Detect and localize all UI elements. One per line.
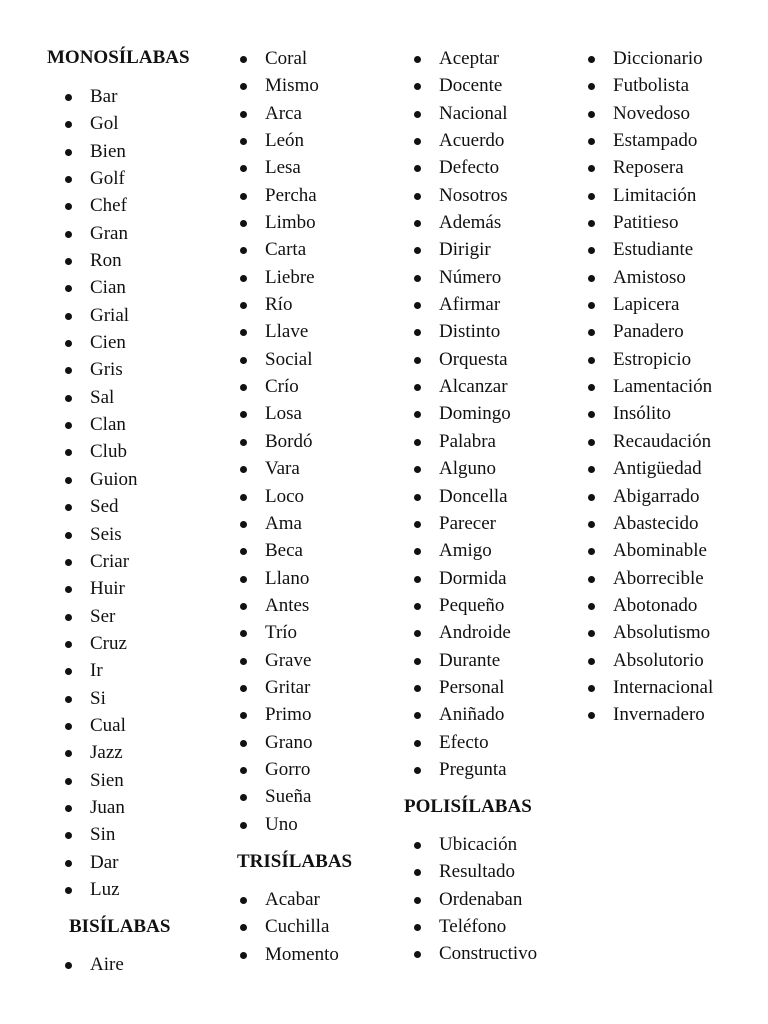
list-item: Androide	[411, 619, 511, 646]
heading-polisilabas: POLISÍLABAS	[404, 796, 532, 817]
list-item: Ama	[237, 510, 319, 537]
list-item: Huir	[62, 575, 138, 602]
list-item: Gorro	[237, 756, 319, 783]
list-item: Bien	[62, 138, 138, 165]
list-item: Diccionario	[585, 45, 713, 72]
list-bisilabas	[62, 951, 124, 978]
list-item: Sin	[62, 821, 138, 848]
heading-bisilabas: BISÍLABAS	[69, 916, 171, 937]
list-item: Cruz	[62, 630, 138, 657]
list-item: Sueña	[237, 783, 319, 810]
list-item: Absolutorio	[585, 647, 713, 674]
list-item: Losa	[237, 400, 319, 427]
list-item: Juan	[62, 794, 138, 821]
list-item: Clan	[62, 411, 138, 438]
list-item: Pequeño	[411, 592, 511, 619]
list-item: Carta	[237, 236, 319, 263]
list-item: Aborrecible	[585, 565, 713, 592]
list-item: Cian	[62, 274, 138, 301]
list-item: Nacional	[411, 100, 511, 127]
list-item: Llano	[237, 565, 319, 592]
list-item: Liebre	[237, 264, 319, 291]
list-item: Ir	[62, 657, 138, 684]
list-item: Parecer	[411, 510, 511, 537]
list-item: Criar	[62, 548, 138, 575]
list-item: Reposera	[585, 154, 713, 181]
list-item: Luz	[62, 876, 138, 903]
list-item: Grano	[237, 729, 319, 756]
list-bisilabas-cont	[237, 45, 319, 838]
list-polisilabas-cont	[585, 45, 713, 729]
list-item: Dar	[62, 849, 138, 876]
list-item: Palabra	[411, 428, 511, 455]
list-item: Uno	[237, 811, 319, 838]
list-item: Aniñado	[411, 701, 511, 728]
list-item: Lamentación	[585, 373, 713, 400]
list-item: Abominable	[585, 537, 713, 564]
list-item: Acabar	[237, 886, 339, 913]
list-item: León	[237, 127, 319, 154]
list-item: Coral	[237, 45, 319, 72]
list-item: Gran	[62, 220, 138, 247]
list-item: Lesa	[237, 154, 319, 181]
heading-monosilabas: MONOSÍLABAS	[47, 47, 190, 68]
list-item: Sed	[62, 493, 138, 520]
list-item: Seis	[62, 521, 138, 548]
list-item: Percha	[237, 182, 319, 209]
list-item: Ser	[62, 603, 138, 630]
heading-trisilabas: TRISÍLABAS	[237, 851, 353, 872]
list-item: Efecto	[411, 729, 511, 756]
list-item: Además	[411, 209, 511, 236]
list-item: Abotonado	[585, 592, 713, 619]
list-item: Golf	[62, 165, 138, 192]
list-item: Personal	[411, 674, 511, 701]
list-item: Grave	[237, 647, 319, 674]
list-item: Orquesta	[411, 346, 511, 373]
list-item: Nosotros	[411, 182, 511, 209]
list-item: Bar	[62, 83, 138, 110]
list-item: Abigarrado	[585, 483, 713, 510]
list-item: Si	[62, 685, 138, 712]
list-item: Beca	[237, 537, 319, 564]
list-item: Sal	[62, 384, 138, 411]
list-monosilabas	[62, 83, 138, 903]
list-item: Panadero	[585, 318, 713, 345]
list-item: Gris	[62, 356, 138, 383]
list-item: Cien	[62, 329, 138, 356]
list-item: Domingo	[411, 400, 511, 427]
list-item: Social	[237, 346, 319, 373]
list-item: Gol	[62, 110, 138, 137]
list-item: Doncella	[411, 483, 511, 510]
list-item: Trío	[237, 619, 319, 646]
list-item: Número	[411, 264, 511, 291]
list-trisilabas	[237, 886, 339, 968]
list-item: Teléfono	[411, 913, 537, 940]
list-item: Distinto	[411, 318, 511, 345]
list-item: Durante	[411, 647, 511, 674]
list-item: Alcanzar	[411, 373, 511, 400]
list-item: Defecto	[411, 154, 511, 181]
list-item: Momento	[237, 941, 339, 968]
list-item: Amigo	[411, 537, 511, 564]
list-item: Estampado	[585, 127, 713, 154]
list-item: Aceptar	[411, 45, 511, 72]
list-item: Guion	[62, 466, 138, 493]
list-item: Dormida	[411, 565, 511, 592]
list-item: Llave	[237, 318, 319, 345]
list-item: Resultado	[411, 858, 537, 885]
list-item: Mismo	[237, 72, 319, 99]
list-item: Chef	[62, 192, 138, 219]
list-item: Abastecido	[585, 510, 713, 537]
list-item: Docente	[411, 72, 511, 99]
list-item: Gritar	[237, 674, 319, 701]
list-item: Primo	[237, 701, 319, 728]
list-item: Patitieso	[585, 209, 713, 236]
list-item: Dirigir	[411, 236, 511, 263]
list-item: Constructivo	[411, 940, 537, 967]
list-item: Limbo	[237, 209, 319, 236]
list-item: Jazz	[62, 739, 138, 766]
list-item: Lapicera	[585, 291, 713, 318]
list-item: Ubicación	[411, 831, 537, 858]
list-item: Acuerdo	[411, 127, 511, 154]
list-item: Afirmar	[411, 291, 511, 318]
list-item: Insólito	[585, 400, 713, 427]
list-item: Sien	[62, 767, 138, 794]
list-item: Grial	[62, 302, 138, 329]
list-item: Antigüedad	[585, 455, 713, 482]
list-polisilabas	[411, 831, 537, 968]
list-item: Futbolista	[585, 72, 713, 99]
list-item: Ron	[62, 247, 138, 274]
list-item: Recaudación	[585, 428, 713, 455]
list-item: Estudiante	[585, 236, 713, 263]
list-item: Novedoso	[585, 100, 713, 127]
list-item: Antes	[237, 592, 319, 619]
list-trisilabas-cont	[411, 45, 511, 783]
list-item: Loco	[237, 483, 319, 510]
list-item: Invernadero	[585, 701, 713, 728]
list-item: Pregunta	[411, 756, 511, 783]
list-item: Alguno	[411, 455, 511, 482]
list-item: Vara	[237, 455, 319, 482]
list-item: Estropicio	[585, 346, 713, 373]
list-item: Amistoso	[585, 264, 713, 291]
list-item: Internacional	[585, 674, 713, 701]
list-item: Ordenaban	[411, 886, 537, 913]
list-item: Aire	[62, 951, 124, 978]
list-item: Arca	[237, 100, 319, 127]
list-item: Club	[62, 438, 138, 465]
list-item: Limitación	[585, 182, 713, 209]
list-item: Cuchilla	[237, 913, 339, 940]
list-item: Crío	[237, 373, 319, 400]
list-item: Absolutismo	[585, 619, 713, 646]
list-item: Bordó	[237, 428, 319, 455]
list-item: Río	[237, 291, 319, 318]
list-item: Cual	[62, 712, 138, 739]
